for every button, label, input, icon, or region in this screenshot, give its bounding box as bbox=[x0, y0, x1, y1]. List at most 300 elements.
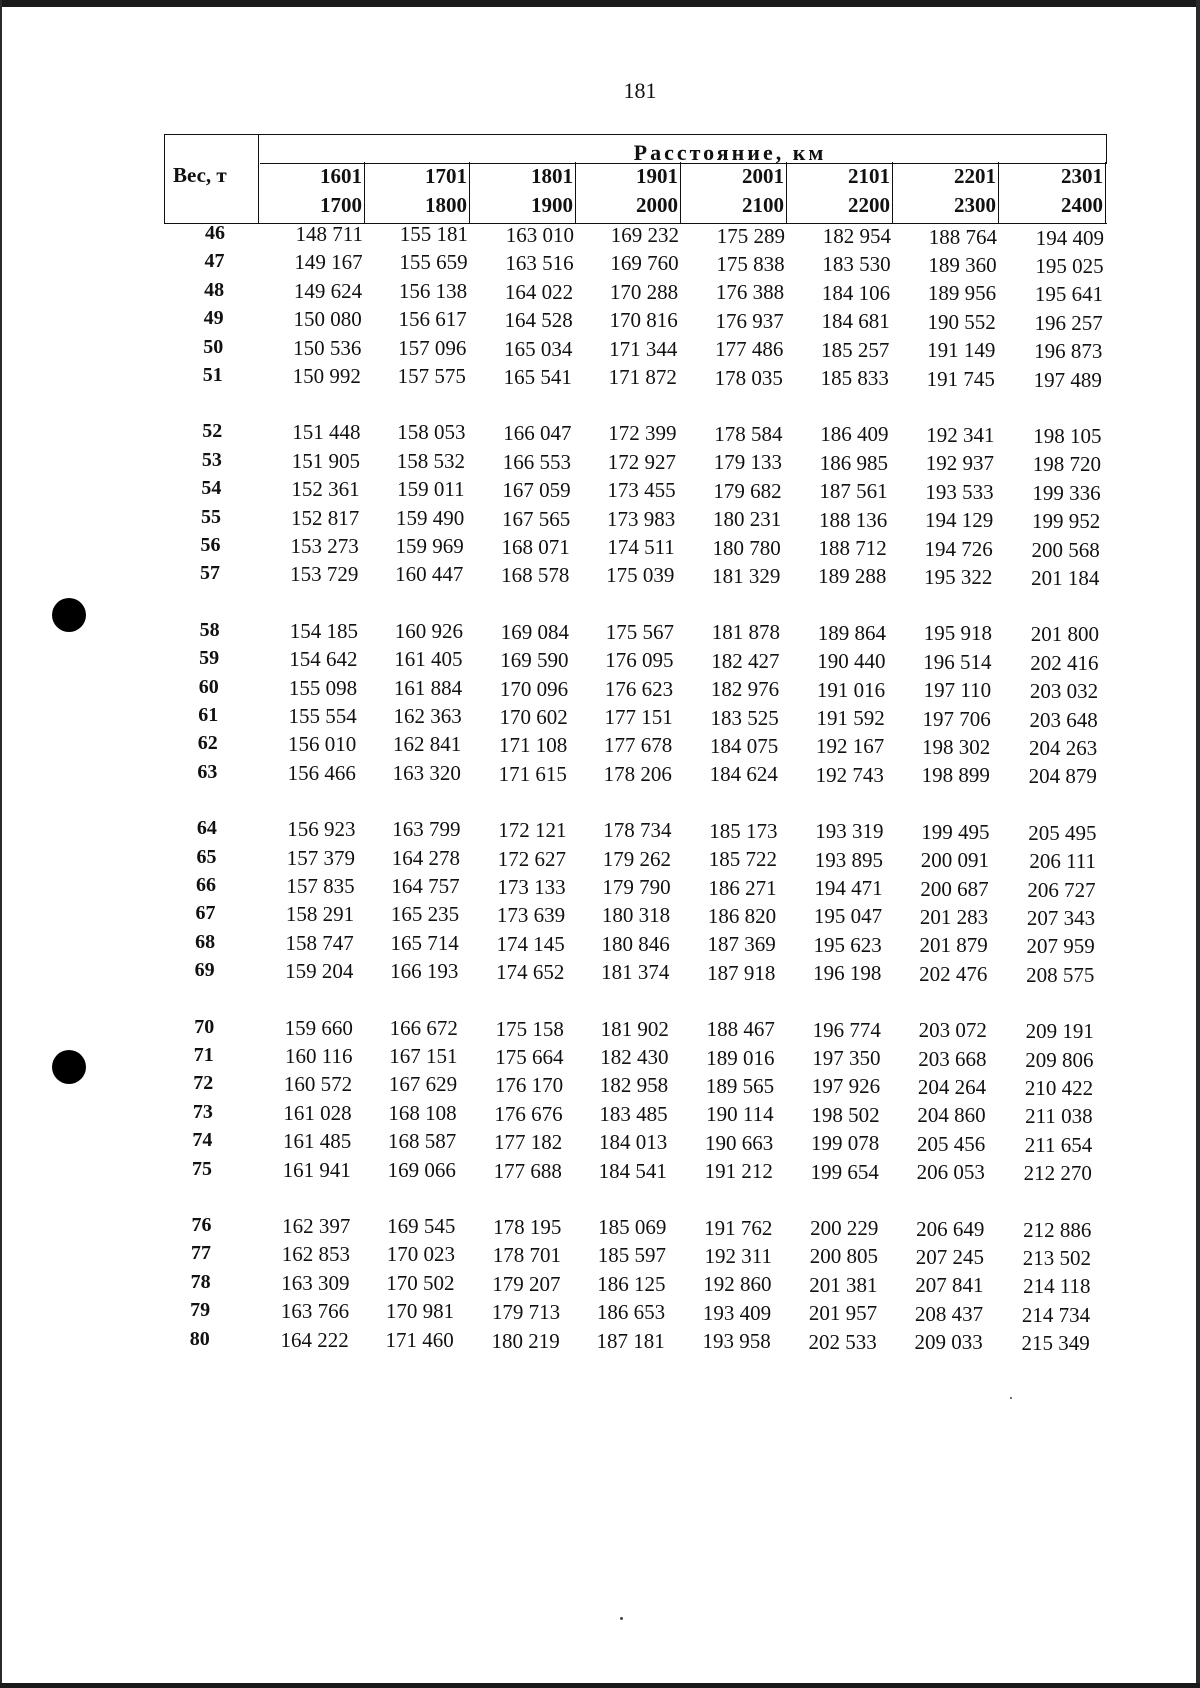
value-cell: 178 701 bbox=[492, 1243, 561, 1268]
value-cell: 192 743 bbox=[815, 762, 884, 787]
value-cell: 179 207 bbox=[492, 1271, 561, 1296]
value-cell: 206 111 bbox=[1029, 849, 1097, 874]
value-cell: 177 486 bbox=[715, 337, 784, 362]
value-cell: 177 182 bbox=[493, 1130, 563, 1155]
value-cell: 154 185 bbox=[289, 618, 358, 643]
weight-cell: 70 bbox=[194, 1015, 215, 1038]
distance-range-header bbox=[260, 162, 365, 224]
value-cell: 193 895 bbox=[814, 847, 884, 872]
value-cell: 190 663 bbox=[704, 1130, 774, 1155]
value-cell: 209 191 bbox=[1025, 1019, 1094, 1044]
value-cell: 173 455 bbox=[607, 478, 676, 503]
value-cell: 192 860 bbox=[703, 1272, 772, 1297]
value-cell: 208 575 bbox=[1026, 962, 1095, 987]
range-to: 2300 bbox=[954, 193, 996, 217]
value-cell: 188 467 bbox=[706, 1017, 775, 1042]
value-cell: 214 734 bbox=[1021, 1302, 1091, 1327]
distance-range-header bbox=[470, 162, 576, 224]
value-cell: 204 263 bbox=[1029, 735, 1098, 760]
value-cell: 176 170 bbox=[494, 1073, 564, 1098]
table-row bbox=[0, 732, 1200, 760]
value-cell: 185 257 bbox=[821, 337, 890, 362]
value-cell: 161 485 bbox=[282, 1129, 352, 1154]
value-cell: 184 681 bbox=[821, 309, 890, 334]
range-to: 1900 bbox=[531, 193, 573, 217]
value-cell: 189 288 bbox=[818, 564, 887, 589]
value-cell: 174 511 bbox=[607, 535, 675, 559]
value-cell: 175 039 bbox=[606, 563, 675, 588]
value-cell: 163 320 bbox=[392, 760, 461, 785]
value-cell: 178 584 bbox=[714, 421, 783, 446]
value-cell: 171 108 bbox=[499, 733, 568, 758]
value-cell: 170 602 bbox=[499, 705, 568, 729]
value-cell: 196 514 bbox=[923, 649, 992, 674]
value-cell: 209 033 bbox=[914, 1330, 983, 1355]
value-cell: 183 485 bbox=[599, 1101, 668, 1126]
value-cell: 180 318 bbox=[601, 903, 671, 928]
value-cell: 184 075 bbox=[710, 733, 779, 758]
distance-range-header bbox=[681, 162, 787, 224]
weight-cell: 60 bbox=[198, 675, 219, 698]
value-cell: 152 817 bbox=[290, 505, 360, 530]
table-row bbox=[0, 931, 1200, 959]
range-to: 2200 bbox=[848, 193, 890, 217]
value-cell: 189 565 bbox=[705, 1073, 775, 1098]
range-from: 2201 bbox=[954, 164, 996, 188]
value-cell: 191 149 bbox=[927, 338, 996, 363]
range-to: 2400 bbox=[1061, 193, 1103, 217]
value-cell: 195 918 bbox=[923, 621, 992, 646]
value-cell: 201 283 bbox=[919, 904, 989, 929]
value-cell: 192 167 bbox=[816, 734, 885, 759]
value-cell: 168 108 bbox=[388, 1100, 457, 1125]
value-cell: 167 059 bbox=[502, 478, 571, 503]
value-cell: 165 034 bbox=[504, 336, 573, 361]
value-cell: 171 460 bbox=[385, 1327, 454, 1352]
weight-cell: 51 bbox=[202, 364, 223, 386]
value-cell: 213 502 bbox=[1022, 1245, 1091, 1270]
value-cell: 206 727 bbox=[1027, 877, 1096, 902]
value-cell: 154 642 bbox=[289, 647, 358, 672]
value-cell: 150 080 bbox=[293, 307, 362, 332]
value-cell: 199 952 bbox=[1031, 509, 1101, 534]
value-cell: 204 860 bbox=[917, 1103, 986, 1128]
value-cell: 186 271 bbox=[708, 875, 777, 900]
weight-cell: 66 bbox=[196, 874, 216, 896]
weight-cell: 62 bbox=[197, 732, 218, 755]
range-from: 2101 bbox=[848, 164, 890, 188]
value-cell: 186 409 bbox=[820, 422, 889, 447]
value-cell: 212 886 bbox=[1023, 1217, 1092, 1242]
value-cell: 163 766 bbox=[280, 1299, 350, 1324]
value-cell: 198 502 bbox=[811, 1102, 880, 1127]
weight-cell: 80 bbox=[189, 1327, 210, 1350]
weight-cell: 58 bbox=[199, 618, 220, 641]
table-row bbox=[0, 1129, 1200, 1157]
value-cell: 203 032 bbox=[1029, 679, 1099, 704]
table-row bbox=[0, 222, 1200, 250]
value-cell: 156 923 bbox=[287, 817, 356, 842]
value-cell: 189 016 bbox=[706, 1045, 775, 1070]
value-cell: 205 495 bbox=[1028, 820, 1097, 845]
value-cell: 202 476 bbox=[919, 961, 988, 986]
weight-cell: 63 bbox=[197, 760, 218, 783]
value-cell: 172 399 bbox=[608, 421, 677, 446]
distance-range-header bbox=[999, 162, 1106, 224]
range-from: 1601 bbox=[320, 164, 362, 188]
value-cell: 201 957 bbox=[808, 1301, 878, 1326]
value-cell: 211 654 bbox=[1024, 1132, 1093, 1157]
value-cell: 165 714 bbox=[390, 930, 459, 955]
value-cell: 200 805 bbox=[809, 1244, 878, 1269]
range-to: 1800 bbox=[425, 193, 467, 217]
value-cell: 201 381 bbox=[809, 1272, 878, 1297]
value-cell: 195 641 bbox=[1034, 282, 1104, 307]
table-row bbox=[0, 307, 1200, 335]
value-cell: 182 958 bbox=[599, 1073, 669, 1098]
value-cell: 185 069 bbox=[598, 1215, 667, 1239]
value-cell: 212 270 bbox=[1023, 1161, 1092, 1186]
range-from: 1801 bbox=[531, 164, 573, 188]
value-cell: 189 864 bbox=[817, 620, 886, 645]
value-cell: 166 193 bbox=[390, 959, 459, 984]
value-cell: 171 872 bbox=[608, 365, 677, 389]
value-cell: 198 899 bbox=[921, 763, 990, 788]
value-cell: 170 288 bbox=[609, 279, 679, 304]
distance-header-label: Расстояние, км bbox=[633, 140, 827, 165]
value-cell: 193 319 bbox=[815, 819, 884, 844]
value-cell: 197 926 bbox=[811, 1074, 881, 1099]
value-cell: 187 918 bbox=[707, 960, 776, 985]
value-cell: 175 567 bbox=[605, 619, 674, 644]
distance-header-cell bbox=[260, 134, 1107, 164]
value-cell: 162 363 bbox=[393, 704, 462, 728]
value-cell: 194 409 bbox=[1035, 225, 1104, 250]
value-cell: 184 013 bbox=[598, 1130, 668, 1155]
value-cell: 203 648 bbox=[1029, 707, 1098, 732]
value-cell: 170 981 bbox=[385, 1299, 455, 1324]
value-cell: 153 729 bbox=[290, 562, 359, 587]
value-cell: 210 422 bbox=[1024, 1075, 1094, 1100]
table-row bbox=[0, 279, 1200, 307]
distance-range-header bbox=[787, 162, 893, 224]
value-cell: 197 110 bbox=[923, 678, 992, 703]
value-cell: 179 133 bbox=[713, 450, 783, 475]
value-cell: 163 799 bbox=[392, 817, 461, 842]
value-cell: 151 448 bbox=[292, 420, 361, 445]
value-cell: 215 349 bbox=[1021, 1331, 1090, 1356]
value-cell: 202 533 bbox=[808, 1329, 877, 1354]
table-row bbox=[0, 846, 1200, 874]
value-cell: 156 138 bbox=[398, 278, 468, 303]
value-cell: 188 764 bbox=[928, 224, 997, 249]
value-cell: 177 151 bbox=[604, 705, 673, 729]
weight-header-cell bbox=[164, 134, 259, 224]
value-cell: 198 720 bbox=[1032, 452, 1102, 477]
value-cell: 163 010 bbox=[505, 223, 574, 247]
value-cell: 168 071 bbox=[501, 535, 570, 559]
value-cell: 185 597 bbox=[597, 1243, 666, 1268]
table-row bbox=[0, 1242, 1200, 1270]
table-row bbox=[0, 250, 1200, 278]
value-cell: 152 361 bbox=[291, 477, 360, 502]
table-row bbox=[0, 420, 1200, 448]
range-from: 2001 bbox=[742, 164, 784, 188]
value-cell: 194 726 bbox=[924, 536, 993, 561]
value-cell: 157 379 bbox=[286, 845, 356, 870]
value-cell: 201 184 bbox=[1031, 565, 1100, 590]
scan-speck bbox=[620, 1617, 623, 1620]
value-cell: 169 590 bbox=[500, 648, 569, 673]
table-row bbox=[0, 477, 1200, 505]
weight-cell: 73 bbox=[192, 1100, 213, 1123]
value-cell: 203 668 bbox=[918, 1046, 987, 1071]
table-row bbox=[0, 1044, 1200, 1072]
value-cell: 161 884 bbox=[393, 675, 463, 700]
value-cell: 155 554 bbox=[288, 704, 357, 728]
value-cell: 178 035 bbox=[714, 365, 783, 390]
value-cell: 185 173 bbox=[709, 818, 778, 843]
value-cell: 169 760 bbox=[610, 251, 679, 276]
value-cell: 155 098 bbox=[288, 675, 358, 700]
range-from: 1701 bbox=[425, 164, 467, 188]
value-cell: 164 278 bbox=[391, 845, 461, 870]
value-cell: 167 629 bbox=[388, 1072, 458, 1097]
value-cell: 188 136 bbox=[818, 507, 888, 532]
value-cell: 195 047 bbox=[813, 904, 883, 929]
value-cell: 167 565 bbox=[501, 506, 571, 531]
value-cell: 169 545 bbox=[387, 1214, 456, 1238]
value-cell: 169 066 bbox=[387, 1157, 456, 1182]
value-cell: 178 734 bbox=[603, 818, 672, 843]
value-cell: 164 222 bbox=[280, 1327, 349, 1352]
value-cell: 190 114 bbox=[706, 1102, 774, 1127]
value-cell: 199 495 bbox=[921, 819, 990, 844]
weight-cell: 72 bbox=[193, 1072, 214, 1095]
weight-cell: 75 bbox=[191, 1157, 212, 1180]
value-cell: 167 151 bbox=[389, 1044, 458, 1068]
weight-cell: 77 bbox=[191, 1242, 212, 1265]
value-cell: 165 541 bbox=[503, 365, 572, 389]
value-cell: 172 627 bbox=[497, 846, 567, 871]
value-cell: 181 329 bbox=[712, 563, 781, 588]
value-cell: 197 489 bbox=[1033, 367, 1102, 392]
value-cell: 156 010 bbox=[288, 732, 357, 757]
scan-speck bbox=[1010, 1397, 1012, 1399]
value-cell: 193 533 bbox=[925, 479, 994, 504]
weight-cell: 71 bbox=[193, 1044, 214, 1066]
value-cell: 158 053 bbox=[397, 420, 466, 445]
value-cell: 196 873 bbox=[1034, 339, 1103, 364]
value-cell: 163 516 bbox=[505, 251, 574, 276]
value-cell: 170 816 bbox=[609, 308, 678, 333]
value-cell: 188 712 bbox=[818, 536, 887, 560]
value-cell: 162 397 bbox=[282, 1214, 351, 1238]
range-to: 2000 bbox=[636, 193, 678, 217]
value-cell: 148 711 bbox=[295, 222, 363, 246]
value-cell: 191 592 bbox=[816, 706, 885, 730]
value-cell: 150 536 bbox=[293, 335, 362, 360]
value-cell: 172 121 bbox=[498, 818, 567, 843]
value-cell: 200 568 bbox=[1031, 537, 1100, 562]
value-cell: 192 937 bbox=[925, 451, 995, 476]
value-cell: 159 490 bbox=[395, 505, 465, 530]
value-cell: 201 879 bbox=[919, 933, 988, 958]
value-cell: 169 084 bbox=[500, 619, 569, 644]
value-cell: 203 072 bbox=[918, 1018, 987, 1043]
value-cell: 191 016 bbox=[816, 677, 886, 702]
weight-cell: 65 bbox=[196, 845, 217, 868]
value-cell: 177 688 bbox=[493, 1158, 562, 1183]
value-cell: 170 023 bbox=[386, 1242, 455, 1267]
value-cell: 179 790 bbox=[602, 875, 671, 899]
weight-cell: 46 bbox=[205, 222, 225, 244]
value-cell: 180 219 bbox=[491, 1328, 560, 1353]
value-cell: 190 552 bbox=[927, 309, 996, 334]
value-cell: 194 471 bbox=[814, 876, 883, 900]
value-cell: 198 105 bbox=[1033, 423, 1102, 448]
value-cell: 157 575 bbox=[397, 364, 466, 388]
value-cell: 186 125 bbox=[597, 1271, 666, 1296]
value-cell: 171 344 bbox=[609, 336, 678, 361]
table-row bbox=[0, 704, 1200, 732]
table-row bbox=[0, 506, 1200, 534]
value-cell: 183 530 bbox=[822, 252, 891, 277]
value-cell: 176 623 bbox=[604, 676, 674, 701]
table-row bbox=[0, 1158, 1200, 1186]
value-cell: 166 047 bbox=[503, 421, 572, 446]
weight-cell: 56 bbox=[200, 534, 221, 556]
value-cell: 176 937 bbox=[715, 308, 784, 333]
weight-cell: 76 bbox=[191, 1214, 212, 1236]
distance-range-header bbox=[893, 162, 999, 224]
value-cell: 186 985 bbox=[819, 450, 889, 475]
value-cell: 195 025 bbox=[1035, 253, 1104, 278]
value-cell: 174 652 bbox=[496, 960, 565, 985]
value-cell: 180 231 bbox=[712, 507, 782, 532]
table-row bbox=[0, 562, 1200, 590]
weight-cell: 68 bbox=[195, 930, 216, 953]
value-cell: 193 409 bbox=[702, 1300, 772, 1325]
value-cell: 161 405 bbox=[394, 647, 463, 672]
value-cell: 150 992 bbox=[292, 364, 361, 388]
value-cell: 192 341 bbox=[926, 422, 995, 447]
value-cell: 158 747 bbox=[285, 930, 354, 955]
distance-range-header bbox=[365, 162, 470, 224]
value-cell: 189 360 bbox=[928, 252, 997, 277]
value-cell: 175 838 bbox=[716, 251, 785, 276]
value-cell: 197 706 bbox=[922, 706, 991, 731]
value-cell: 164 528 bbox=[504, 308, 573, 333]
value-cell: 205 456 bbox=[916, 1131, 986, 1156]
value-cell: 201 800 bbox=[1030, 622, 1099, 647]
value-cell: 208 437 bbox=[914, 1301, 984, 1326]
value-cell: 170 502 bbox=[386, 1270, 455, 1295]
value-cell: 160 572 bbox=[283, 1072, 353, 1097]
range-from: 2301 bbox=[1061, 164, 1103, 188]
value-cell: 187 181 bbox=[596, 1328, 665, 1353]
value-cell: 176 676 bbox=[494, 1101, 563, 1126]
value-cell: 206 649 bbox=[916, 1216, 985, 1241]
value-cell: 180 780 bbox=[712, 535, 781, 560]
value-cell: 155 181 bbox=[399, 222, 468, 246]
value-cell: 207 959 bbox=[1026, 934, 1095, 959]
value-cell: 186 820 bbox=[707, 903, 777, 928]
value-cell: 164 022 bbox=[504, 279, 574, 304]
value-cell: 159 204 bbox=[285, 959, 354, 984]
value-cell: 199 078 bbox=[810, 1131, 880, 1156]
value-cell: 191 762 bbox=[704, 1215, 773, 1240]
value-cell: 196 198 bbox=[813, 961, 882, 986]
table-row bbox=[0, 619, 1200, 647]
page-number: 181 bbox=[623, 78, 657, 103]
value-cell: 162 853 bbox=[281, 1242, 350, 1267]
value-cell: 198 302 bbox=[922, 734, 991, 759]
value-cell: 200 091 bbox=[920, 848, 990, 873]
value-cell: 183 525 bbox=[710, 705, 779, 730]
weight-cell: 50 bbox=[203, 335, 224, 358]
value-cell: 170 096 bbox=[499, 676, 569, 701]
value-cell: 178 195 bbox=[493, 1215, 562, 1239]
value-cell: 168 587 bbox=[387, 1129, 457, 1154]
table-row bbox=[0, 874, 1200, 902]
weight-cell: 49 bbox=[203, 307, 224, 330]
value-cell: 196 257 bbox=[1034, 310, 1103, 335]
value-cell: 177 678 bbox=[604, 733, 673, 758]
value-cell: 200 229 bbox=[810, 1216, 879, 1240]
value-cell: 181 374 bbox=[601, 960, 670, 985]
value-cell: 166 553 bbox=[502, 449, 572, 474]
weight-cell: 69 bbox=[194, 959, 215, 982]
value-cell: 194 129 bbox=[924, 508, 994, 533]
value-cell: 160 447 bbox=[395, 562, 464, 587]
value-cell: 180 846 bbox=[601, 931, 670, 956]
value-cell: 202 416 bbox=[1030, 650, 1099, 675]
value-cell: 165 235 bbox=[390, 902, 460, 927]
value-cell: 200 687 bbox=[920, 876, 989, 901]
weight-cell: 53 bbox=[201, 448, 222, 471]
range-to: 2100 bbox=[742, 193, 784, 217]
value-cell: 174 145 bbox=[496, 931, 565, 956]
value-cell: 178 206 bbox=[603, 761, 672, 786]
value-cell: 168 578 bbox=[501, 563, 570, 588]
table-row bbox=[0, 902, 1200, 930]
value-cell: 162 841 bbox=[393, 732, 462, 757]
weight-cell: 74 bbox=[192, 1129, 213, 1152]
value-cell: 195 322 bbox=[924, 564, 993, 589]
value-cell: 173 983 bbox=[606, 506, 676, 531]
table-row bbox=[0, 959, 1200, 987]
value-cell: 196 774 bbox=[812, 1017, 881, 1042]
value-cell: 173 639 bbox=[496, 903, 566, 928]
value-cell: 157 096 bbox=[398, 335, 467, 360]
value-cell: 209 806 bbox=[1025, 1047, 1094, 1072]
value-cell: 149 624 bbox=[293, 278, 363, 303]
value-cell: 204 879 bbox=[1028, 764, 1097, 789]
value-cell: 161 941 bbox=[282, 1157, 351, 1182]
table-row bbox=[0, 1214, 1200, 1242]
value-cell: 191 745 bbox=[926, 366, 995, 391]
weight-cell: 78 bbox=[190, 1270, 211, 1293]
value-cell: 158 291 bbox=[285, 902, 355, 927]
value-cell: 151 905 bbox=[291, 448, 361, 473]
value-cell: 161 028 bbox=[283, 1100, 352, 1125]
table-row bbox=[0, 449, 1200, 477]
value-cell: 181 902 bbox=[600, 1016, 669, 1041]
value-cell: 211 038 bbox=[1025, 1104, 1093, 1129]
value-cell: 182 427 bbox=[711, 648, 780, 673]
value-cell: 176 095 bbox=[605, 648, 674, 673]
